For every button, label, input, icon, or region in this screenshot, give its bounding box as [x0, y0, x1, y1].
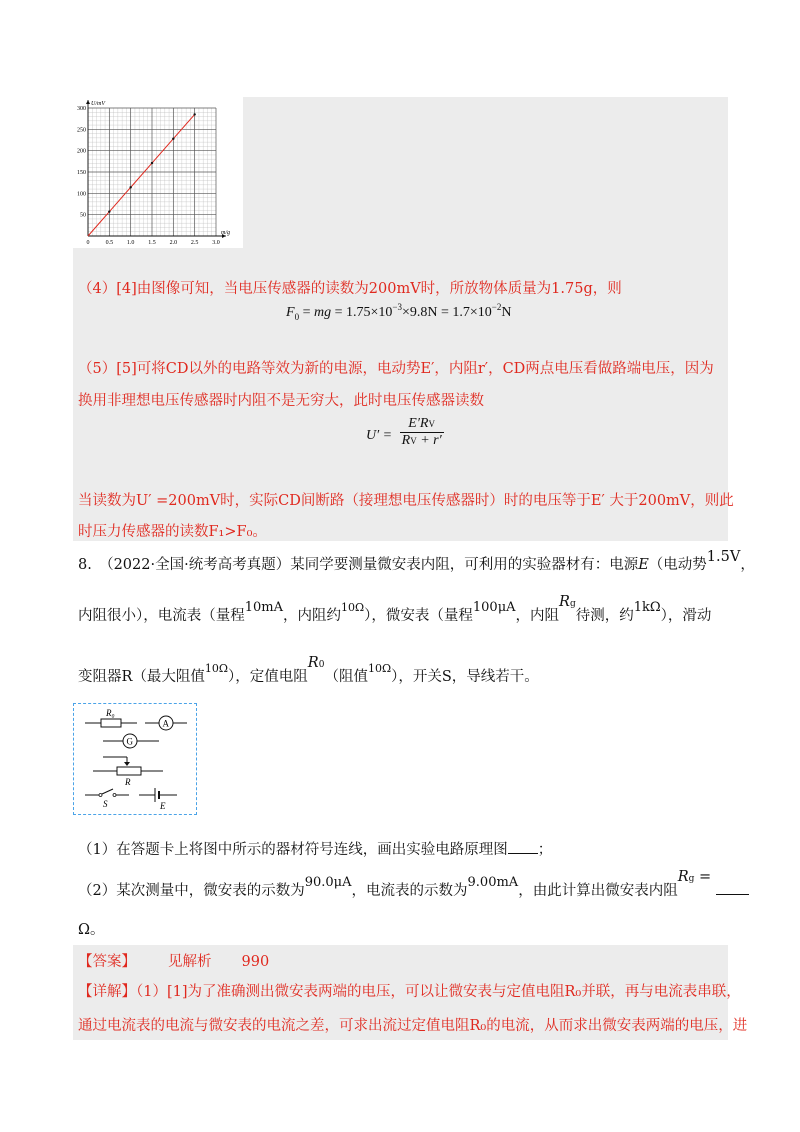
answer-1: 见解析: [168, 954, 212, 970]
solution-4-text: （4）[4]由图像可知，当电压传感器的读数为200mV时，所放物体质量为1.75g，则: [78, 281, 622, 297]
x-tick-label: 3.0: [212, 240, 220, 246]
circuit-components-diagram: [73, 703, 197, 815]
u-m-graph: [73, 96, 243, 248]
question-8-line3: 变阻器R（最大阻值$^{10\Omega}$），定值电阻R0（阻值$^{10\Omega}$），开关S，导线若干。: [78, 655, 539, 685]
ammeter-symbol: [145, 716, 187, 730]
data-point: [108, 210, 110, 212]
x-tick-label: 2.5: [190, 240, 199, 246]
data-point: [172, 138, 174, 140]
ammeter-label: A: [162, 718, 169, 729]
detail-label: 【详解】: [78, 984, 136, 1000]
data-point: [151, 162, 153, 164]
y-tick-label: 300: [77, 106, 86, 112]
subquestion-2-unit: Ω。: [78, 922, 105, 938]
y-tick-label: 250: [77, 127, 86, 134]
x-tick-label: 1.0: [126, 240, 135, 246]
answer-2: 990: [241, 954, 270, 970]
x-tick-label: 1.5: [148, 240, 156, 246]
battery-symbol: [139, 788, 177, 811]
galvanometer-label: G: [126, 736, 133, 747]
detail-line1: 【详解】（1）[1]为了准确测出微安表两端的电压，可以让微安表与定值电阻R₀并联，再与电流表串联，: [78, 984, 741, 1000]
solution-5-line4: 时压力传感器的读数F₁>F₀。: [78, 524, 267, 540]
solution-5-line1: （5）[5]可将CD以外的电路等效为新的电源，电动势E′，内阻r′，CD两点电压看做路端电压，因为: [78, 361, 714, 377]
y-tick-label: 200: [77, 148, 86, 155]
data-point: [193, 113, 195, 115]
answer-label: 【答案】: [78, 954, 136, 970]
answer-blank-1[interactable]: [508, 853, 538, 854]
y-tick-label: 50: [80, 212, 86, 219]
solution-5-formula: U′ = $\frac{E'RV}{RV + r'}$: [366, 416, 442, 448]
rheostat-symbol: [93, 757, 163, 787]
y-tick-label: 100: [77, 191, 86, 198]
y-axis-label: U/mV: [91, 101, 105, 107]
series-line: [88, 114, 195, 236]
solution-5-line3: 当读数为U′ =200mV时，实际CD间断路（接理想电压传感器时）时的电压等于E′ 大于200mV，则此: [78, 493, 734, 509]
x-tick-label: 0: [86, 240, 90, 246]
solution-5-line2: 换用非理想电压传感器时内阻不是无穷大，此时电压传感器读数: [78, 393, 484, 409]
detail-line2: 通过电流表的电流与微安表的电流之差，可求出流过定值电阻R₀的电流，从而求出微安表两端的电压，进: [78, 1018, 748, 1034]
data-point: [129, 186, 131, 188]
answer-blank-2[interactable]: [716, 894, 749, 895]
r0-label: R₀: [106, 708, 115, 718]
x-axis-label: m/g: [221, 230, 230, 236]
battery-label: E: [160, 801, 166, 811]
subquestion-2: （2）某次测量中，微安表的示数为90.0μA，电流表的示数为9.00mA，由此计算出微安表内阻Rg =: [78, 879, 749, 900]
switch-symbol: [85, 789, 129, 809]
question-8-line1: 8. （2022·全国·统考高考真题）某同学要测量微安表内阻，可利用的实验器材有：电源E（电动势1.5V，: [78, 549, 755, 573]
x-tick-label: 0.5: [105, 240, 114, 246]
solution-4-formula: $F_0$ = mg = $1.75\times 10^{-3}\times 9.8N = 1.7\times 10^{-2}N$: [286, 302, 512, 322]
question-8-line2: 内阻很小），电流表（量程10mA，内阻约$^{10\Omega}$），微安表（量程100μA，内阻Rg待测，约1kΩ），滑动: [78, 594, 712, 624]
y-tick-label: 150: [77, 170, 86, 176]
r0-resistor-symbol: [85, 708, 137, 727]
rheostat-label: R: [125, 777, 131, 787]
subquestion-1: （1）在答题卡上将图中所示的器材符号连线，画出实验电路原理图 ；: [78, 842, 553, 858]
switch-label: S: [103, 799, 108, 809]
answer-line: [78, 950, 269, 971]
galvanometer-symbol: [103, 734, 159, 748]
y-axis-arrow: [86, 100, 90, 104]
x-tick-label: 2.0: [169, 240, 178, 246]
